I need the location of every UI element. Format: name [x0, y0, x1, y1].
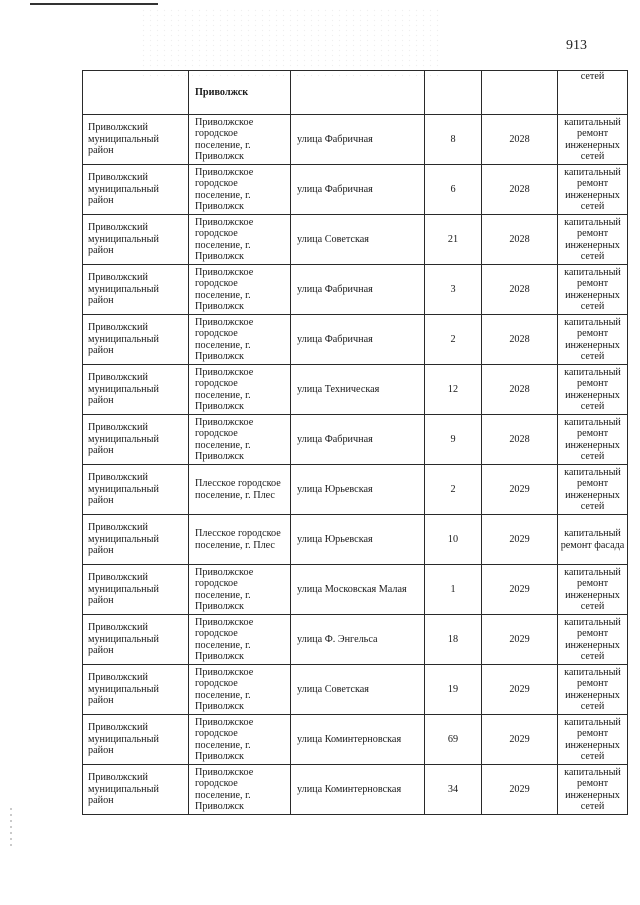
year-cell [482, 71, 558, 115]
work-type-cell: капитальный ремонт инженерных сетей [558, 315, 628, 365]
work-type-cell: капитальный ремонт инженерных сетей [558, 215, 628, 265]
settlement-cell: Приволжское городское поселение, г. Приволжск [189, 565, 291, 615]
year-cell: 2028 [482, 265, 558, 315]
house-number-cell: 21 [425, 215, 482, 265]
district-cell: Приволжский муниципальный район [83, 715, 189, 765]
year-cell: 2029 [482, 615, 558, 665]
settlement-cell: Приволжское городское поселение, г. Приволжск [189, 265, 291, 315]
house-number-cell: 18 [425, 615, 482, 665]
house-number-cell: 34 [425, 765, 482, 815]
settlement-cell: Плесское городское поселение, г. Плес [189, 515, 291, 565]
district-cell: Приволжский муниципальный район [83, 465, 189, 515]
district-cell: Приволжский муниципальный район [83, 415, 189, 465]
house-number-cell: 2 [425, 465, 482, 515]
district-cell: Приволжский муниципальный район [83, 165, 189, 215]
street-cell: улица Фабричная [291, 115, 425, 165]
street-cell: улица Юрьевская [291, 515, 425, 565]
house-number-cell [425, 71, 482, 115]
street-cell: улица Фабричная [291, 415, 425, 465]
year-cell: 2029 [482, 715, 558, 765]
work-type-cell: сетей [558, 71, 628, 115]
year-cell: 2028 [482, 315, 558, 365]
district-cell: Приволжский муниципальный район [83, 765, 189, 815]
table-row [83, 565, 628, 615]
house-number-cell: 3 [425, 265, 482, 315]
year-cell: 2029 [482, 465, 558, 515]
district-cell: Приволжский муниципальный район [83, 215, 189, 265]
page-number: 913 [566, 38, 587, 53]
table-row [83, 765, 628, 815]
district-cell: Приволжский муниципальный район [83, 115, 189, 165]
year-cell: 2028 [482, 215, 558, 265]
table-row [83, 165, 628, 215]
year-cell: 2028 [482, 415, 558, 465]
settlement-cell: Приволжское городское поселение, г. Приволжск [189, 165, 291, 215]
year-cell: 2028 [482, 115, 558, 165]
work-type-cell: капитальный ремонт инженерных сетей [558, 665, 628, 715]
housing-repair-table [82, 70, 628, 815]
settlement-cell: Приволжское городское поселение, г. Приволжск [189, 665, 291, 715]
street-cell: улица Коминтерновская [291, 715, 425, 765]
year-cell: 2029 [482, 765, 558, 815]
settlement-cell: Приволжское городское поселение, г. Приволжск [189, 115, 291, 165]
street-cell [291, 71, 425, 115]
work-type-cell: капитальный ремонт инженерных сетей [558, 115, 628, 165]
settlement-cell: Плесское городское поселение, г. Плес [189, 465, 291, 515]
year-cell: 2029 [482, 665, 558, 715]
street-cell: улица Юрьевская [291, 465, 425, 515]
district-cell: Приволжский муниципальный район [83, 365, 189, 415]
work-type-cell: капитальный ремонт инженерных сетей [558, 465, 628, 515]
year-cell: 2028 [482, 165, 558, 215]
house-number-cell: 8 [425, 115, 482, 165]
work-type-cell: капитальный ремонт инженерных сетей [558, 365, 628, 415]
settlement-cell: Приволжск [189, 71, 291, 115]
settlement-cell: Приволжское городское поселение, г. Приволжск [189, 415, 291, 465]
house-number-cell: 19 [425, 665, 482, 715]
table-row-continued [83, 71, 628, 115]
district-cell: Приволжский муниципальный район [83, 565, 189, 615]
house-number-cell: 10 [425, 515, 482, 565]
table-row [83, 115, 628, 165]
work-type-cell: капитальный ремонт инженерных сетей [558, 165, 628, 215]
table-body [83, 71, 628, 815]
street-cell: улица Советская [291, 665, 425, 715]
district-cell [83, 71, 189, 115]
table-row [83, 665, 628, 715]
work-type-cell: капитальный ремонт инженерных сетей [558, 765, 628, 815]
table-row [83, 315, 628, 365]
year-cell: 2029 [482, 515, 558, 565]
settlement-cell: Приволжское городское поселение, г. Приволжск [189, 615, 291, 665]
house-number-cell: 2 [425, 315, 482, 365]
work-type-cell: капитальный ремонт инженерных сетей [558, 715, 628, 765]
house-number-cell: 6 [425, 165, 482, 215]
district-cell: Приволжский муниципальный район [83, 265, 189, 315]
table-row [83, 715, 628, 765]
table-row [83, 465, 628, 515]
street-cell: улица Советская [291, 215, 425, 265]
street-cell: улица Московская Малая [291, 565, 425, 615]
scan-edge-line [30, 3, 158, 5]
year-cell: 2028 [482, 365, 558, 415]
street-cell: улица Коминтерновская [291, 765, 425, 815]
table-row [83, 265, 628, 315]
year-cell: 2029 [482, 565, 558, 615]
margin-marks [10, 806, 12, 846]
street-cell: улица Фабричная [291, 265, 425, 315]
district-cell: Приволжский муниципальный район [83, 615, 189, 665]
work-type-cell: капитальный ремонт инженерных сетей [558, 615, 628, 665]
settlement-cell: Приволжское городское поселение, г. Приволжск [189, 215, 291, 265]
house-number-cell: 1 [425, 565, 482, 615]
work-type-cell: капитальный ремонт инженерных сетей [558, 265, 628, 315]
street-cell: улица Ф. Энгельса [291, 615, 425, 665]
district-cell: Приволжский муниципальный район [83, 515, 189, 565]
street-cell: улица Техническая [291, 365, 425, 415]
settlement-cell: Приволжское городское поселение, г. Приволжск [189, 715, 291, 765]
street-cell: улица Фабричная [291, 315, 425, 365]
street-cell: улица Фабричная [291, 165, 425, 215]
table-row [83, 615, 628, 665]
settlement-cell: Приволжское городское поселение, г. Приволжск [189, 765, 291, 815]
table-row [83, 365, 628, 415]
work-type-cell: капитальный ремонт инженерных сетей [558, 415, 628, 465]
district-cell: Приволжский муниципальный район [83, 665, 189, 715]
work-type-cell: капитальный ремонт фасада [558, 515, 628, 565]
settlement-cell: Приволжское городское поселение, г. Приволжск [189, 365, 291, 415]
district-cell: Приволжский муниципальный район [83, 315, 189, 365]
house-number-cell: 12 [425, 365, 482, 415]
table-row [83, 515, 628, 565]
house-number-cell: 9 [425, 415, 482, 465]
house-number-cell: 69 [425, 715, 482, 765]
scan-noise [140, 8, 440, 78]
settlement-cell: Приволжское городское поселение, г. Приволжск [189, 315, 291, 365]
table-row [83, 215, 628, 265]
work-type-cell: капитальный ремонт инженерных сетей [558, 565, 628, 615]
table-row [83, 415, 628, 465]
